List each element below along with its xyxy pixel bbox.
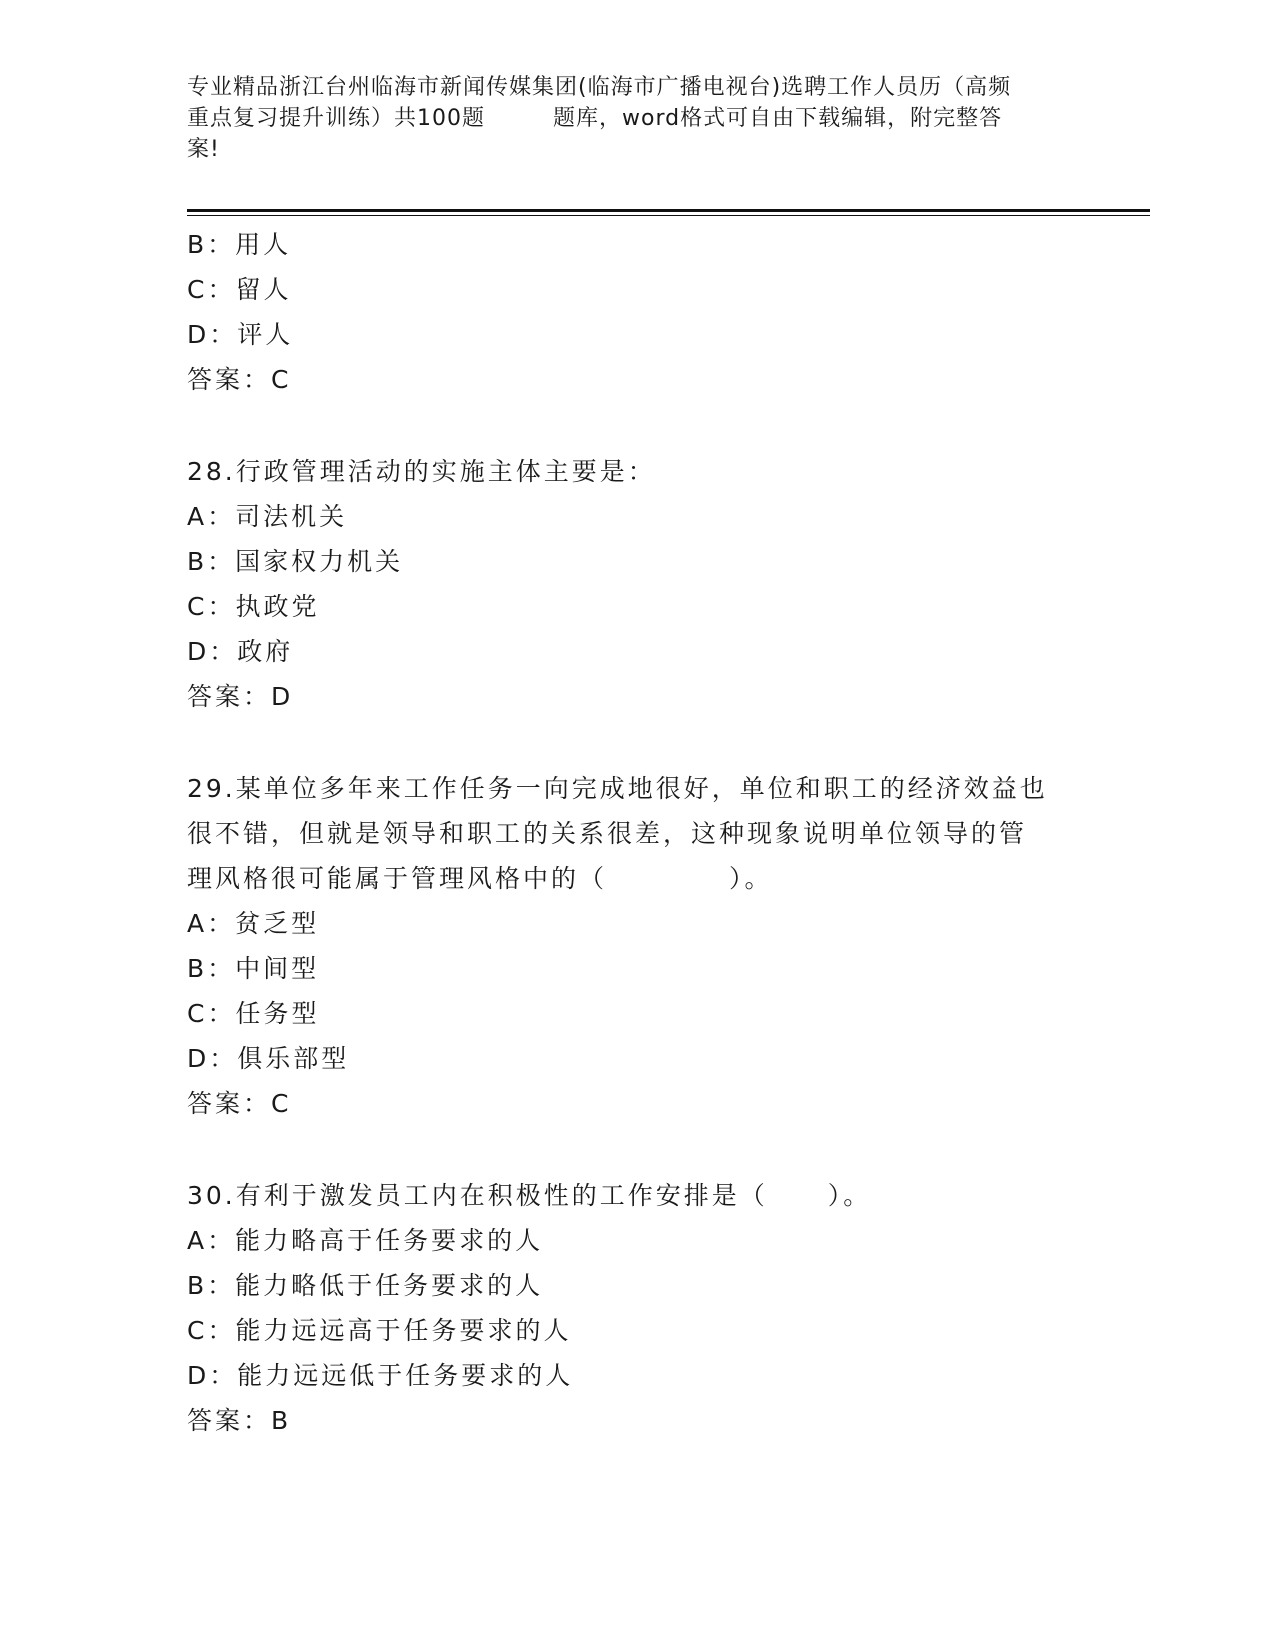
header-line-2a: 重点复习提升训练）共100题: [187, 106, 485, 131]
option-c: C：留人: [187, 275, 292, 304]
question-list: [187, 222, 1087, 1443]
option-b: B：用人: [187, 230, 292, 259]
answer: 答案：B: [187, 1406, 292, 1435]
option-b: B：中间型: [187, 954, 320, 983]
option-d: D：政府: [187, 637, 294, 666]
option-d: D：评人: [187, 320, 294, 349]
option-d: D：俱乐部型: [187, 1044, 350, 1073]
question-29: [187, 766, 1087, 1126]
question-stem-line-2: 很不错，但就是领导和职工的关系很差，这种现象说明单位领导的管: [187, 819, 1028, 848]
question-spacer: [187, 402, 1087, 449]
option-d: D：能力远远低于任务要求的人: [187, 1361, 574, 1390]
question-stem-line-3b: ）。: [729, 864, 773, 893]
header-divider-thin: [187, 215, 1150, 216]
header-line-3: 案!: [187, 137, 220, 162]
answer: 答案：C: [187, 1089, 292, 1118]
header-line-2: [187, 103, 1087, 134]
answer: 答案：D: [187, 682, 294, 711]
header-line-1: 专业精品浙江台州临海市新闻传媒集团(临海市广播电视台)选聘工作人员历（高频: [187, 75, 1012, 100]
question-spacer: [187, 719, 1087, 766]
question-27-continued: [187, 222, 1087, 402]
answer: 答案：C: [187, 365, 292, 394]
question-stem-a: 30.有利于激发员工内在积极性的工作安排是（: [187, 1181, 768, 1210]
header-divider-thick: [187, 209, 1150, 212]
header-line-2b: 题库，word格式可自由下载编辑，附完整答: [553, 106, 1003, 131]
question-stem-line-3a: 理风格很可能属于管理风格中的（: [187, 864, 608, 893]
option-a: A：贫乏型: [187, 909, 320, 938]
option-a: A：能力略高于任务要求的人: [187, 1226, 544, 1255]
option-a: A：司法机关: [187, 502, 348, 531]
option-c: C：任务型: [187, 999, 320, 1028]
question-28: [187, 449, 1087, 719]
question-stem: 28.行政管理活动的实施主体主要是：: [187, 457, 656, 486]
option-b: B：国家权力机关: [187, 547, 404, 576]
option-b: B：能力略低于任务要求的人: [187, 1271, 544, 1300]
document-header: [187, 72, 1087, 165]
question-stem-b: ）。: [827, 1181, 872, 1210]
question-spacer: [187, 1126, 1087, 1173]
option-c: C：能力远远高于任务要求的人: [187, 1316, 572, 1345]
option-c: C：执政党: [187, 592, 320, 621]
question-30: [187, 1173, 1087, 1443]
question-stem-line-1: 29.某单位多年来工作任务一向完成地很好，单位和职工的经济效益也: [187, 774, 1048, 803]
question-stem: [187, 1173, 1087, 1218]
question-stem-line-3: [187, 856, 1087, 901]
